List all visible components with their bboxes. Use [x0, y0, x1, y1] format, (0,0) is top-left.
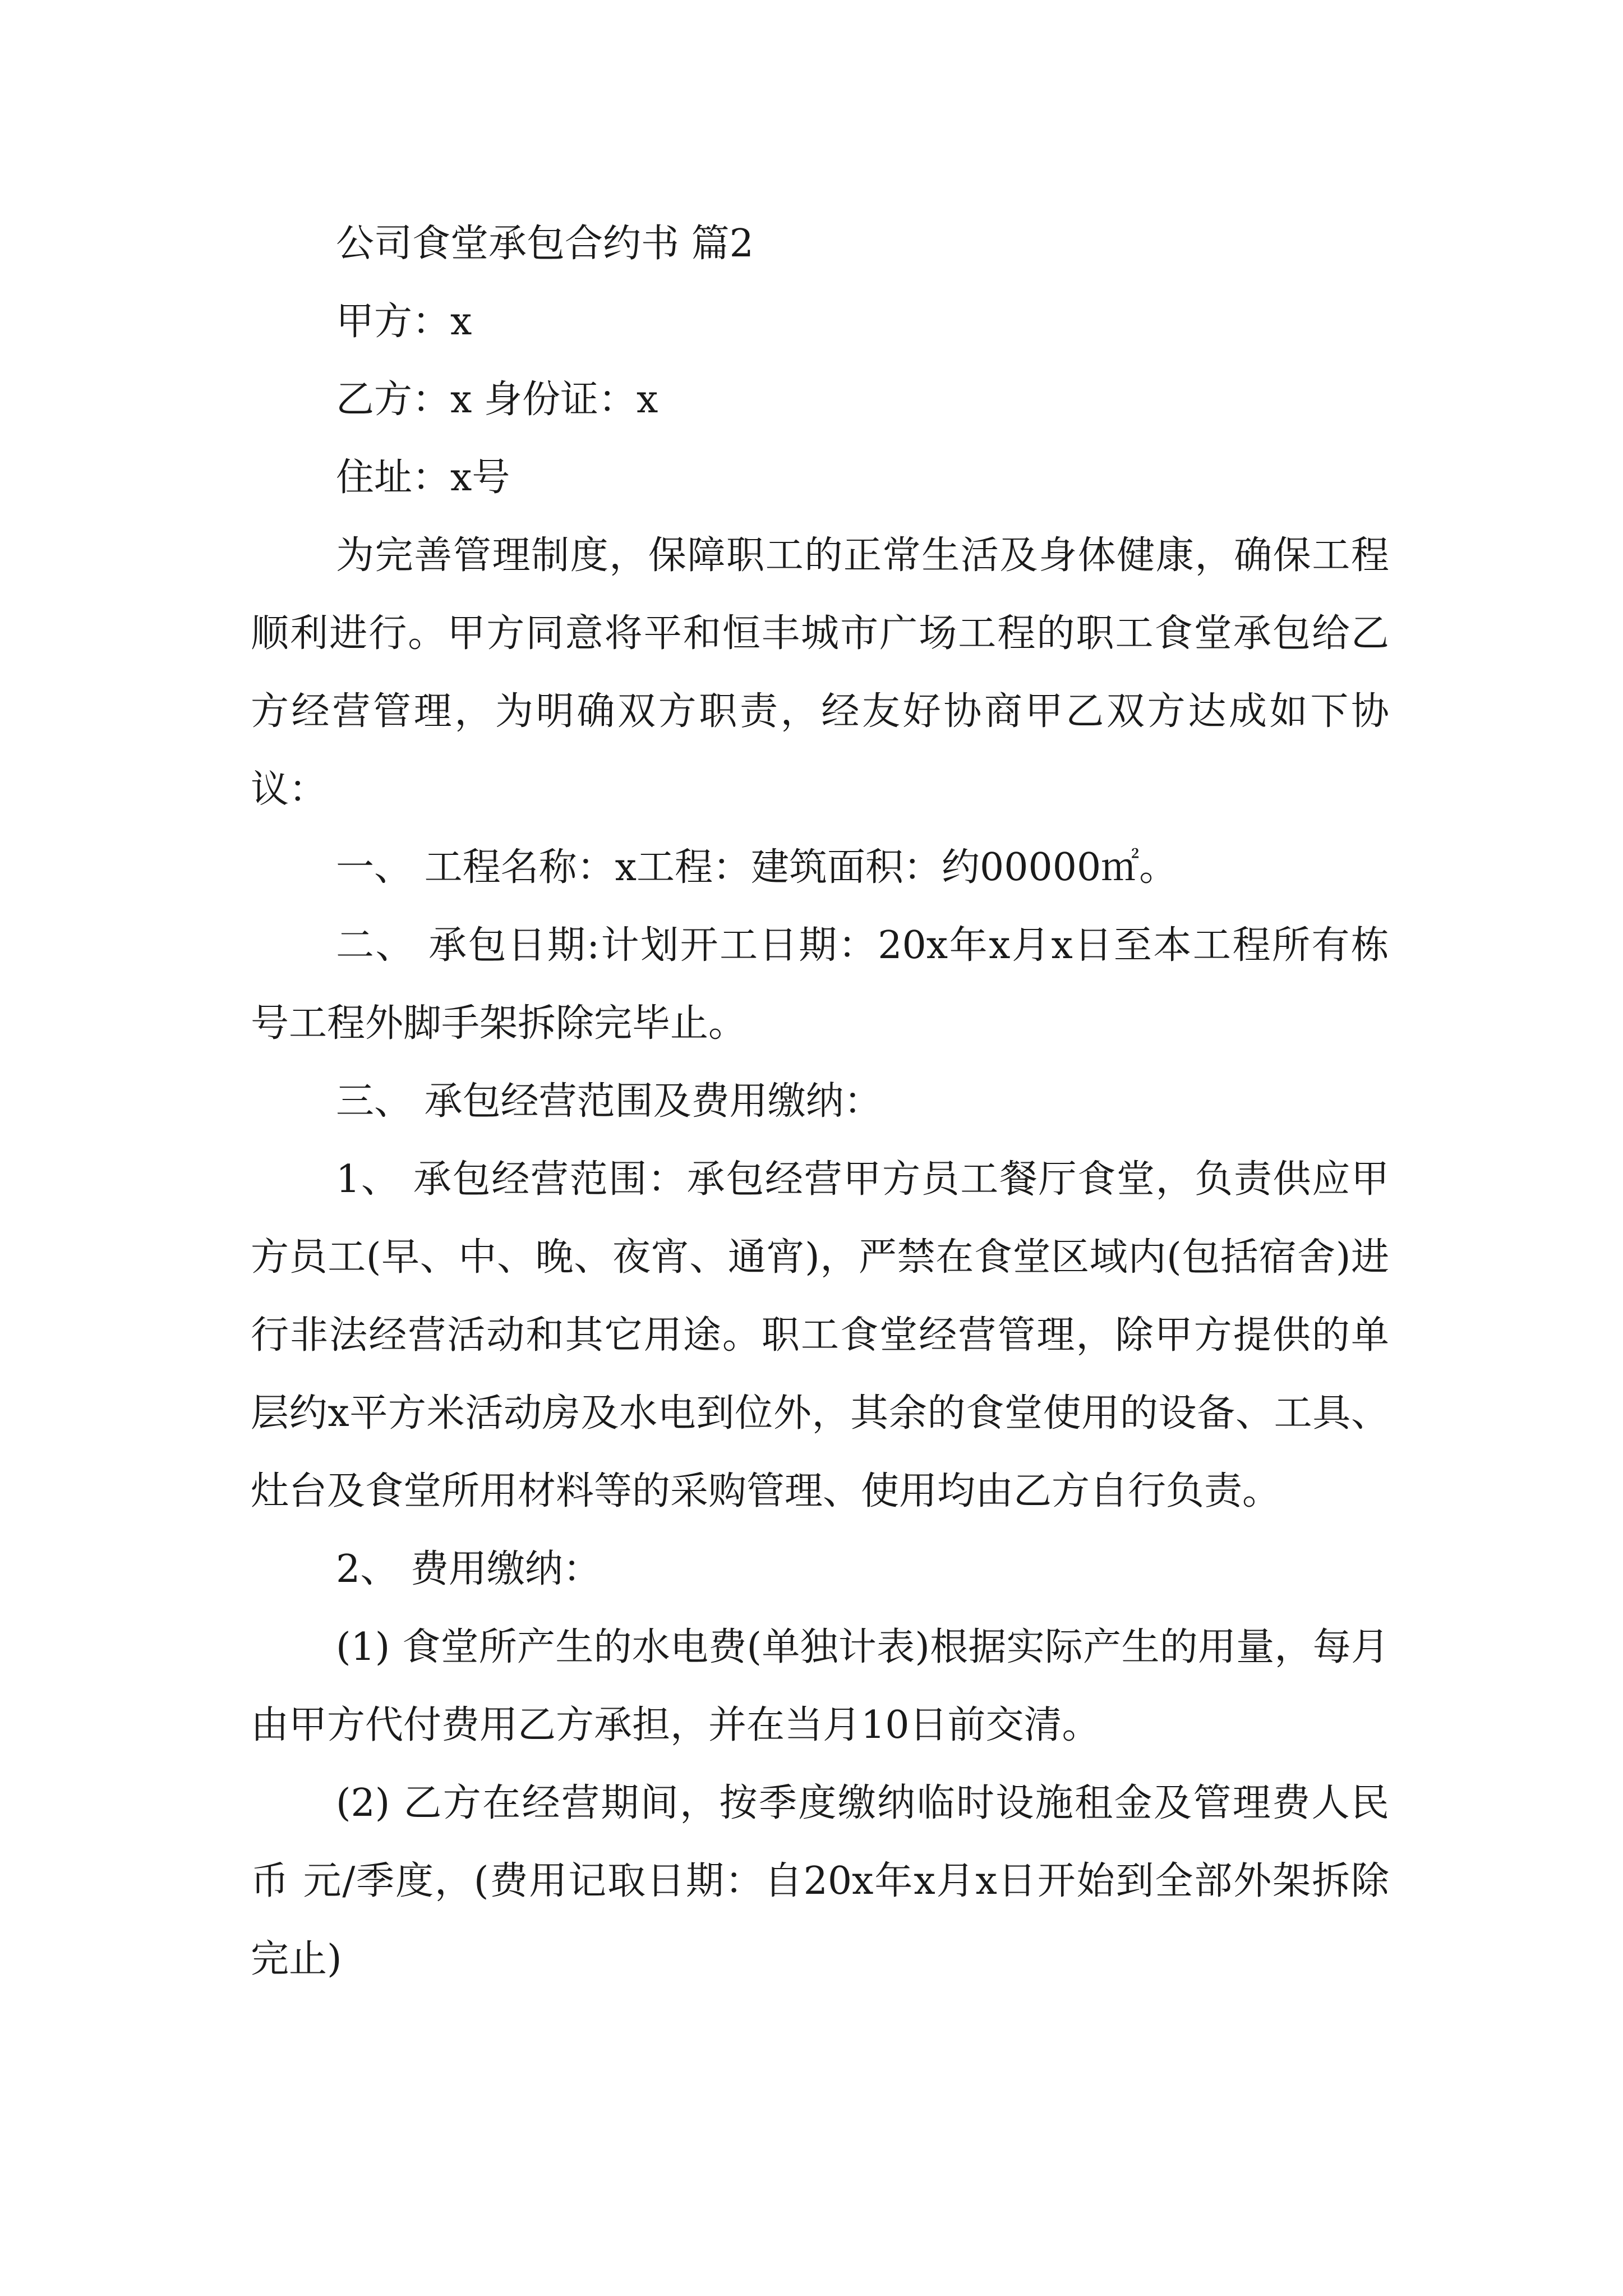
party-a-line: 甲方：x — [336, 300, 472, 344]
paragraph-scope-detail: 1、 承包经营范围：承包经营甲方员工餐厅食堂，负责供应甲方员工(早、中、晚、夜宵、通宵)，严禁在食堂区域内(包括宿舍)进行非法经营活动和其它用途。职工食堂经营管理，除甲方提供的单层约x平方米活动房及水电到位外，其余的食堂使用的设备、工具、灶台及食堂所用材料等的采购管理、使用均由乙方自行负责。 — [251, 1157, 1389, 1513]
paragraph-fee-rent: (2) 乙方在经营期间，按季度缴纳临时设施租金及管理费人民币 元/季度，(费用记取日期：自20x年x月x日开始到全部外架拆除完止) — [251, 1781, 1389, 1981]
paragraph-fees-heading: 2、 费用缴纳： — [336, 1547, 601, 1591]
paragraph-preamble: 为完善管理制度，保障职工的正常生活及身体健康，确保工程顺利进行。甲方同意将平和恒丰城市广场工程的职工食堂承包给乙方经营管理，为明确双方职责，经友好协商甲乙双方达成如下协议： — [251, 533, 1389, 812]
party-b-line: 乙方：x 身份证：x — [336, 378, 658, 422]
paragraph-scope-heading: 三、 承包经营范围及费用缴纳： — [336, 1079, 882, 1124]
address-line: 住址：x号 — [336, 455, 510, 500]
paragraph-fee-utilities: (1) 食堂所产生的水电费(单独计表)根据实际产生的用量，每月由甲方代付费用乙方承担，并在当月10日前交清。 — [251, 1625, 1389, 1747]
document-title: 公司食堂承包合约书 篇2 — [336, 222, 754, 266]
paragraph-contract-period: 二、 承包日期:计划开工日期：20x年x月x日至本工程所有栋号工程外脚手架拆除完毕止。 — [251, 923, 1389, 1046]
document-body — [251, 205, 1389, 1998]
paragraph-project-name: 一、 工程名称：x工程：建筑面积：约00000㎡。 — [336, 845, 1178, 890]
